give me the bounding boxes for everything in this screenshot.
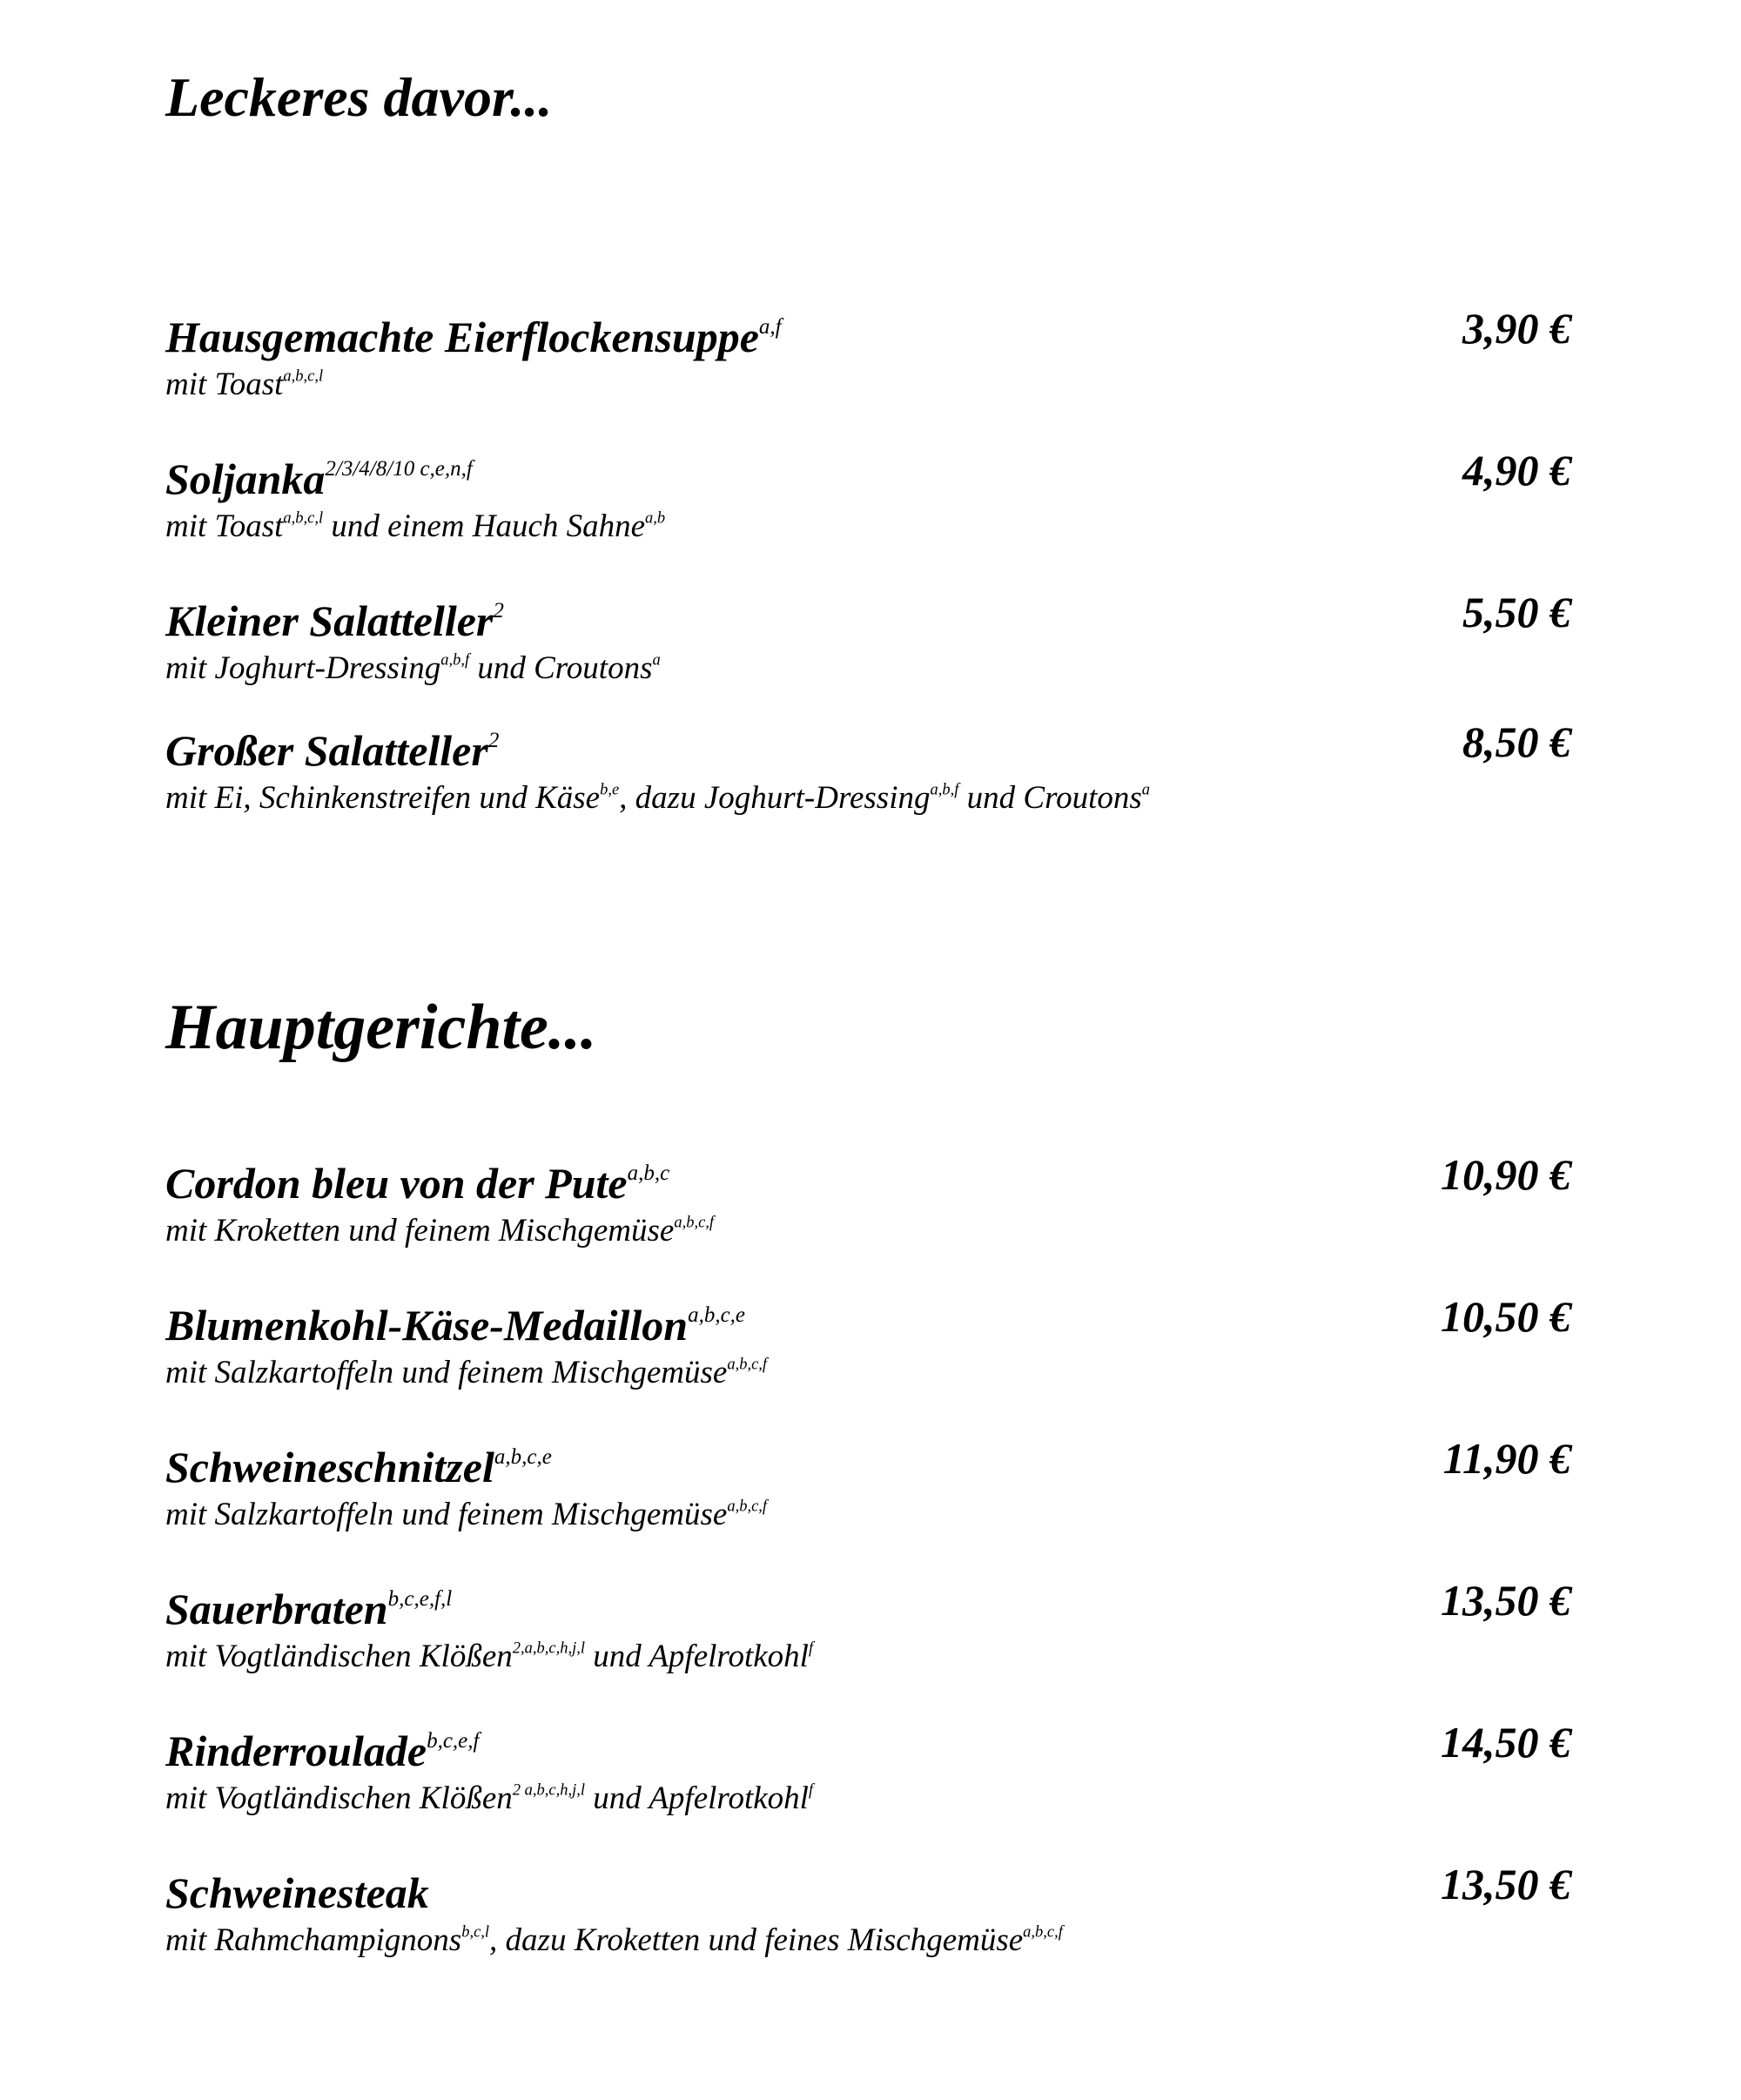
dish-price: 10,90 € (1441, 1150, 1571, 1199)
menu-item (165, 1150, 1571, 1264)
allergen-codes: a,b,c,f (727, 1498, 768, 1516)
dish-name: Rinderroulade$^{b,c,e,f}$ (165, 1726, 480, 1775)
dish-price: 11,90 € (1442, 1434, 1571, 1483)
dish-price: 13,50 € (1441, 1576, 1571, 1625)
allergen-codes: b,e (600, 781, 620, 799)
menu-item (165, 588, 1571, 702)
menu-item (165, 304, 1571, 418)
description-text: und Croutons (469, 650, 653, 686)
dish-name: Kleiner Salatteller$^2$ (165, 596, 504, 645)
allergen-codes: a,b,c,f (727, 1356, 768, 1374)
dish-name: Soljanka$^{2/3/4/8/10 c,e,n,f}$ (165, 454, 473, 503)
dish-description (165, 1639, 813, 1675)
allergen-codes: a,f (758, 314, 782, 339)
description-text: mit Salzkartoffeln und feinem Mischgemüse (165, 1355, 728, 1390)
allergen-codes: a,b,c,f (674, 1214, 715, 1232)
description-text: mit Joghurt-Dressing (165, 650, 441, 686)
allergen-codes: a,b,c (627, 1161, 670, 1185)
dish-price: 13,50 € (1441, 1860, 1571, 1908)
dish-description (165, 1923, 1063, 1959)
dish-price: 3,90 € (1462, 304, 1571, 353)
description-text: mit Vogtländischen Klößen (165, 1780, 513, 1816)
dish-name: Schweinesteak (165, 1868, 429, 1917)
description-text: mit Toast (165, 367, 284, 402)
allergen-codes: 2,a,b,c,h,j,l (512, 1639, 585, 1658)
dish-name: Blumenkohl-Käse-Medaillon$^{a,b,c,e}$ (165, 1301, 746, 1350)
allergen-codes: b,c,e,f,l (387, 1586, 453, 1611)
allergen-codes: b,c,l (461, 1923, 490, 1942)
allergen-codes: 2/3/4/8/10 c,e,n,f (325, 456, 473, 481)
allergen-codes: 2 (487, 728, 500, 752)
dish-price: 5,50 € (1462, 588, 1571, 636)
dish-price: 4,90 € (1462, 446, 1571, 495)
allergen-codes: a,b,c,e (688, 1302, 746, 1327)
allergen-codes: a,b,f (440, 651, 470, 670)
dish-name: Großer Salatteller$^2$ (165, 726, 500, 775)
allergen-codes: a,b,c,e (494, 1444, 552, 1469)
allergen-codes: f (808, 1781, 814, 1800)
dish-description (165, 1498, 767, 1533)
dish-name: Sauerbraten$^{b,c,e,f,l}$ (165, 1585, 453, 1633)
description-text: und Apfelrotkohl (585, 1639, 809, 1674)
description-text: , dazu Kroketten und feines Mischgemüse (489, 1922, 1024, 1958)
allergen-codes: 2 a,b,c,h,j,l (512, 1781, 585, 1800)
menu-item (165, 1434, 1571, 1548)
section-heading-mains: Hauptgerichte... (165, 992, 597, 1063)
description-text: mit Ei, Schinkenstreifen und Käse (165, 780, 601, 816)
allergen-codes: a (1141, 781, 1151, 799)
description-text: mit Kroketten und feinem Mischgemüse (165, 1213, 675, 1249)
menu-item (165, 1576, 1571, 1690)
allergen-codes: a,b,f (930, 781, 959, 799)
dish-name: Hausgemachte Eierflockensuppe$^{a,f}$ (165, 313, 782, 361)
dish-description (165, 509, 665, 545)
allergen-codes: b,c,e,f (427, 1728, 480, 1753)
allergen-codes: a,b,c,l (283, 509, 324, 528)
menu-item (165, 446, 1571, 560)
menu-item (165, 1718, 1571, 1832)
dish-price: 14,50 € (1441, 1718, 1571, 1767)
description-text: mit Rahmchampignons (165, 1922, 462, 1958)
dish-description (165, 1214, 714, 1249)
allergen-codes: a,b (645, 509, 666, 528)
description-text: und Croutons (958, 780, 1142, 816)
allergen-codes: f (808, 1639, 814, 1658)
menu-item (165, 1860, 1571, 1974)
dish-description (165, 367, 323, 403)
dish-price: 8,50 € (1462, 717, 1571, 766)
menu-item (165, 717, 1571, 831)
dish-price: 10,50 € (1441, 1292, 1571, 1341)
description-text: und Apfelrotkohl (585, 1780, 809, 1816)
dish-description (165, 1356, 767, 1391)
dish-name: Schweineschnitzel$^{a,b,c,e}$ (165, 1443, 552, 1491)
description-text: mit Toast (165, 508, 284, 544)
dish-name: Cordon bleu von der Pute$^{a,b,c}$ (165, 1159, 670, 1208)
menu-item (165, 1292, 1571, 1406)
dish-description (165, 1781, 813, 1817)
description-text: mit Salzkartoffeln und feinem Mischgemüse (165, 1497, 728, 1532)
allergen-codes: a (652, 651, 661, 670)
description-text: und einem Hauch Sahne (323, 508, 646, 544)
section-heading-starters: Leckeres davor... (165, 66, 553, 128)
allergen-codes: a,b,c,l (283, 367, 324, 386)
dish-description (165, 781, 1150, 817)
description-text: mit Vogtländischen Klößen (165, 1639, 513, 1674)
allergen-codes: a,b,c,f (1023, 1923, 1063, 1942)
dish-description (165, 651, 661, 687)
allergen-codes: 2 (493, 598, 504, 623)
description-text: , dazu Joghurt-Dressing (619, 780, 931, 816)
